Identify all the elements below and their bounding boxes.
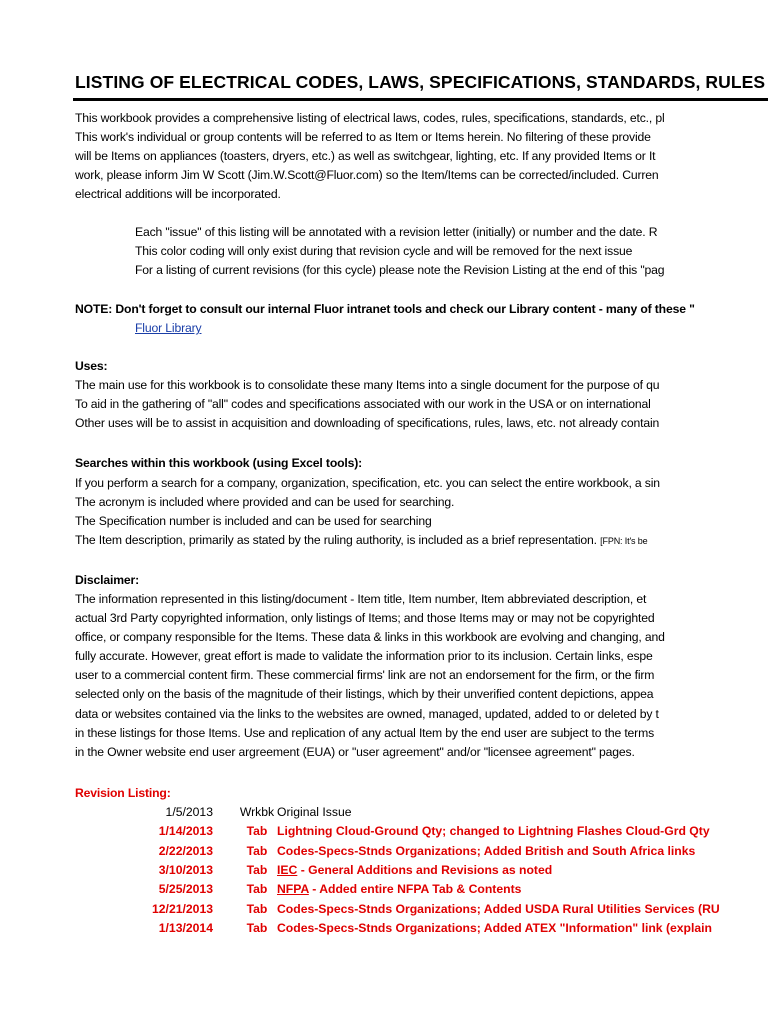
revision-date: 2/22/2013 xyxy=(158,844,213,858)
revision-type: Tab xyxy=(246,902,268,916)
revision-listing-heading: Revision Listing: xyxy=(75,786,171,800)
uses-heading: Uses: xyxy=(75,359,108,373)
searches-line: The Specification number is included and can be used for searching xyxy=(75,514,432,528)
disclaimer-line: fully accurate. However, great effort is made to validate the information prior to its inclusion. Certain links, espe xyxy=(75,649,653,663)
revision-description-text: - Added entire NFPA Tab & Contents xyxy=(308,882,522,896)
revision-type: Tab xyxy=(246,921,268,935)
revision-type: Tab xyxy=(246,863,268,877)
revision-type: Tab xyxy=(246,844,268,858)
uses-line: To aid in the gathering of "all" codes and specifications associated with our work in the USA or on international xyxy=(75,397,651,411)
library-note: NOTE: Don't forget to consult our internal Fluor intranet tools and check our Library content - many of these " xyxy=(75,302,695,316)
revision-note: This color coding will only exist during that revision cycle and will be removed for the next issue xyxy=(135,244,633,258)
disclaimer-heading: Disclaimer: xyxy=(75,573,140,587)
intro-line: will be Items on appliances (toasters, dryers, etc.) as well as switchgear, lighting, etc. If any provided Items or It xyxy=(75,149,656,163)
revision-date: 3/10/2013 xyxy=(158,863,213,877)
searches-line: If you perform a search for a company, organization, specification, etc. you can select the entire workbook, a sin xyxy=(75,476,660,490)
nfpa-link[interactable]: NFPA xyxy=(277,882,309,896)
uses-line: Other uses will be to assist in acquisition and downloading of specifications, rules, laws, etc. not already contain xyxy=(75,416,660,430)
fluor-library-link[interactable]: Fluor Library xyxy=(135,321,202,335)
disclaimer-line: office, or company responsible for the Items. These data & links in this workbook are evolving and changing, and xyxy=(75,630,665,644)
searches-line: The acronym is included where provided and can be used for searching. xyxy=(75,495,455,509)
revision-type: Tab xyxy=(246,882,268,896)
revision-description-text: - General Additions and Revisions as noted xyxy=(297,863,553,877)
revision-description: Original Issue xyxy=(277,805,352,819)
revision-note: For a listing of current revisions (for this cycle) please note the Revision Listing at the end of this "pag xyxy=(135,263,665,277)
disclaimer-line: user to a commercial content firm. These commercial firms' link are not an endorsement for the firm, or the firm xyxy=(75,668,655,682)
revision-date: 1/14/2013 xyxy=(158,824,213,838)
revision-description: Codes-Specs-Stnds Organizations; Added ATEX "Information" link (explain xyxy=(277,921,712,935)
title-underline xyxy=(73,98,768,101)
revision-description xyxy=(277,862,552,878)
revision-date: 1/13/2014 xyxy=(158,921,213,935)
disclaimer-line: selected only on the basis of the magnitude of their listings, which by their unverified content depictions, appea xyxy=(75,687,654,701)
disclaimer-line: in these listings for those Items. Use and replication of any actual Item by the end user are subject to the terms xyxy=(75,726,655,740)
revision-description: Codes-Specs-Stnds Organizations; Added British and South Africa links xyxy=(277,844,696,858)
searches-heading: Searches within this workbook (using Excel tools): xyxy=(75,456,363,470)
searches-line xyxy=(75,532,647,549)
disclaimer-line: actual 3rd Party copyrighted information, only listings of Items; and those Items may or may not be copyrighted xyxy=(75,611,655,625)
revision-description xyxy=(277,881,521,897)
page-title: LISTING OF ELECTRICAL CODES, LAWS, SPECIFICATIONS, STANDARDS, RULES xyxy=(75,72,766,92)
disclaimer-line: The information represented in this listing/document - Item title, Item number, Item abbreviated description, et xyxy=(75,592,647,606)
revision-date: 5/25/2013 xyxy=(158,882,213,896)
revision-date: 1/5/2013 xyxy=(165,805,213,819)
intro-line: electrical additions will be incorporated. xyxy=(75,187,281,201)
revision-note: Each "issue" of this listing will be annotated with a revision letter (initially) or number and the date. R xyxy=(135,225,658,239)
revision-date: 12/21/2013 xyxy=(152,902,213,916)
revision-description: Lightning Cloud-Ground Qty; changed to Lightning Flashes Cloud-Grd Qty xyxy=(277,824,710,838)
intro-line: This workbook provides a comprehensive listing of electrical laws, codes, rules, specifications, standards, etc., pl xyxy=(75,111,665,125)
revision-description: Codes-Specs-Stnds Organizations; Added USDA Rural Utilities Services (RU xyxy=(277,902,720,916)
iec-link[interactable]: IEC xyxy=(277,863,298,877)
fpn-note: [FPN: It's be xyxy=(600,536,648,546)
uses-line: The main use for this workbook is to consolidate these many Items into a single document for the purpose of qu xyxy=(75,378,660,392)
disclaimer-line: in the Owner website end user argreement (EUA) or "user agreement" and/or "licensee agreement" pages. xyxy=(75,745,635,759)
intro-line: work, please inform Jim W Scott (Jim.W.Scott@Fluor.com) so the Item/Items can be corrected/included. Curren xyxy=(75,168,659,182)
disclaimer-line: data or websites contained via the links to the websites are owned, managed, updated, added to or deleted by t xyxy=(75,707,659,721)
revision-type: Wrkbk xyxy=(239,805,275,819)
revision-type: Tab xyxy=(246,824,268,838)
item-description-text: The Item description, primarily as stated by the ruling authority, is included as a brief representation. xyxy=(75,533,597,547)
intro-line: This work's individual or group contents will be referred to as Item or Items herein. No filtering of these provide xyxy=(75,130,651,144)
